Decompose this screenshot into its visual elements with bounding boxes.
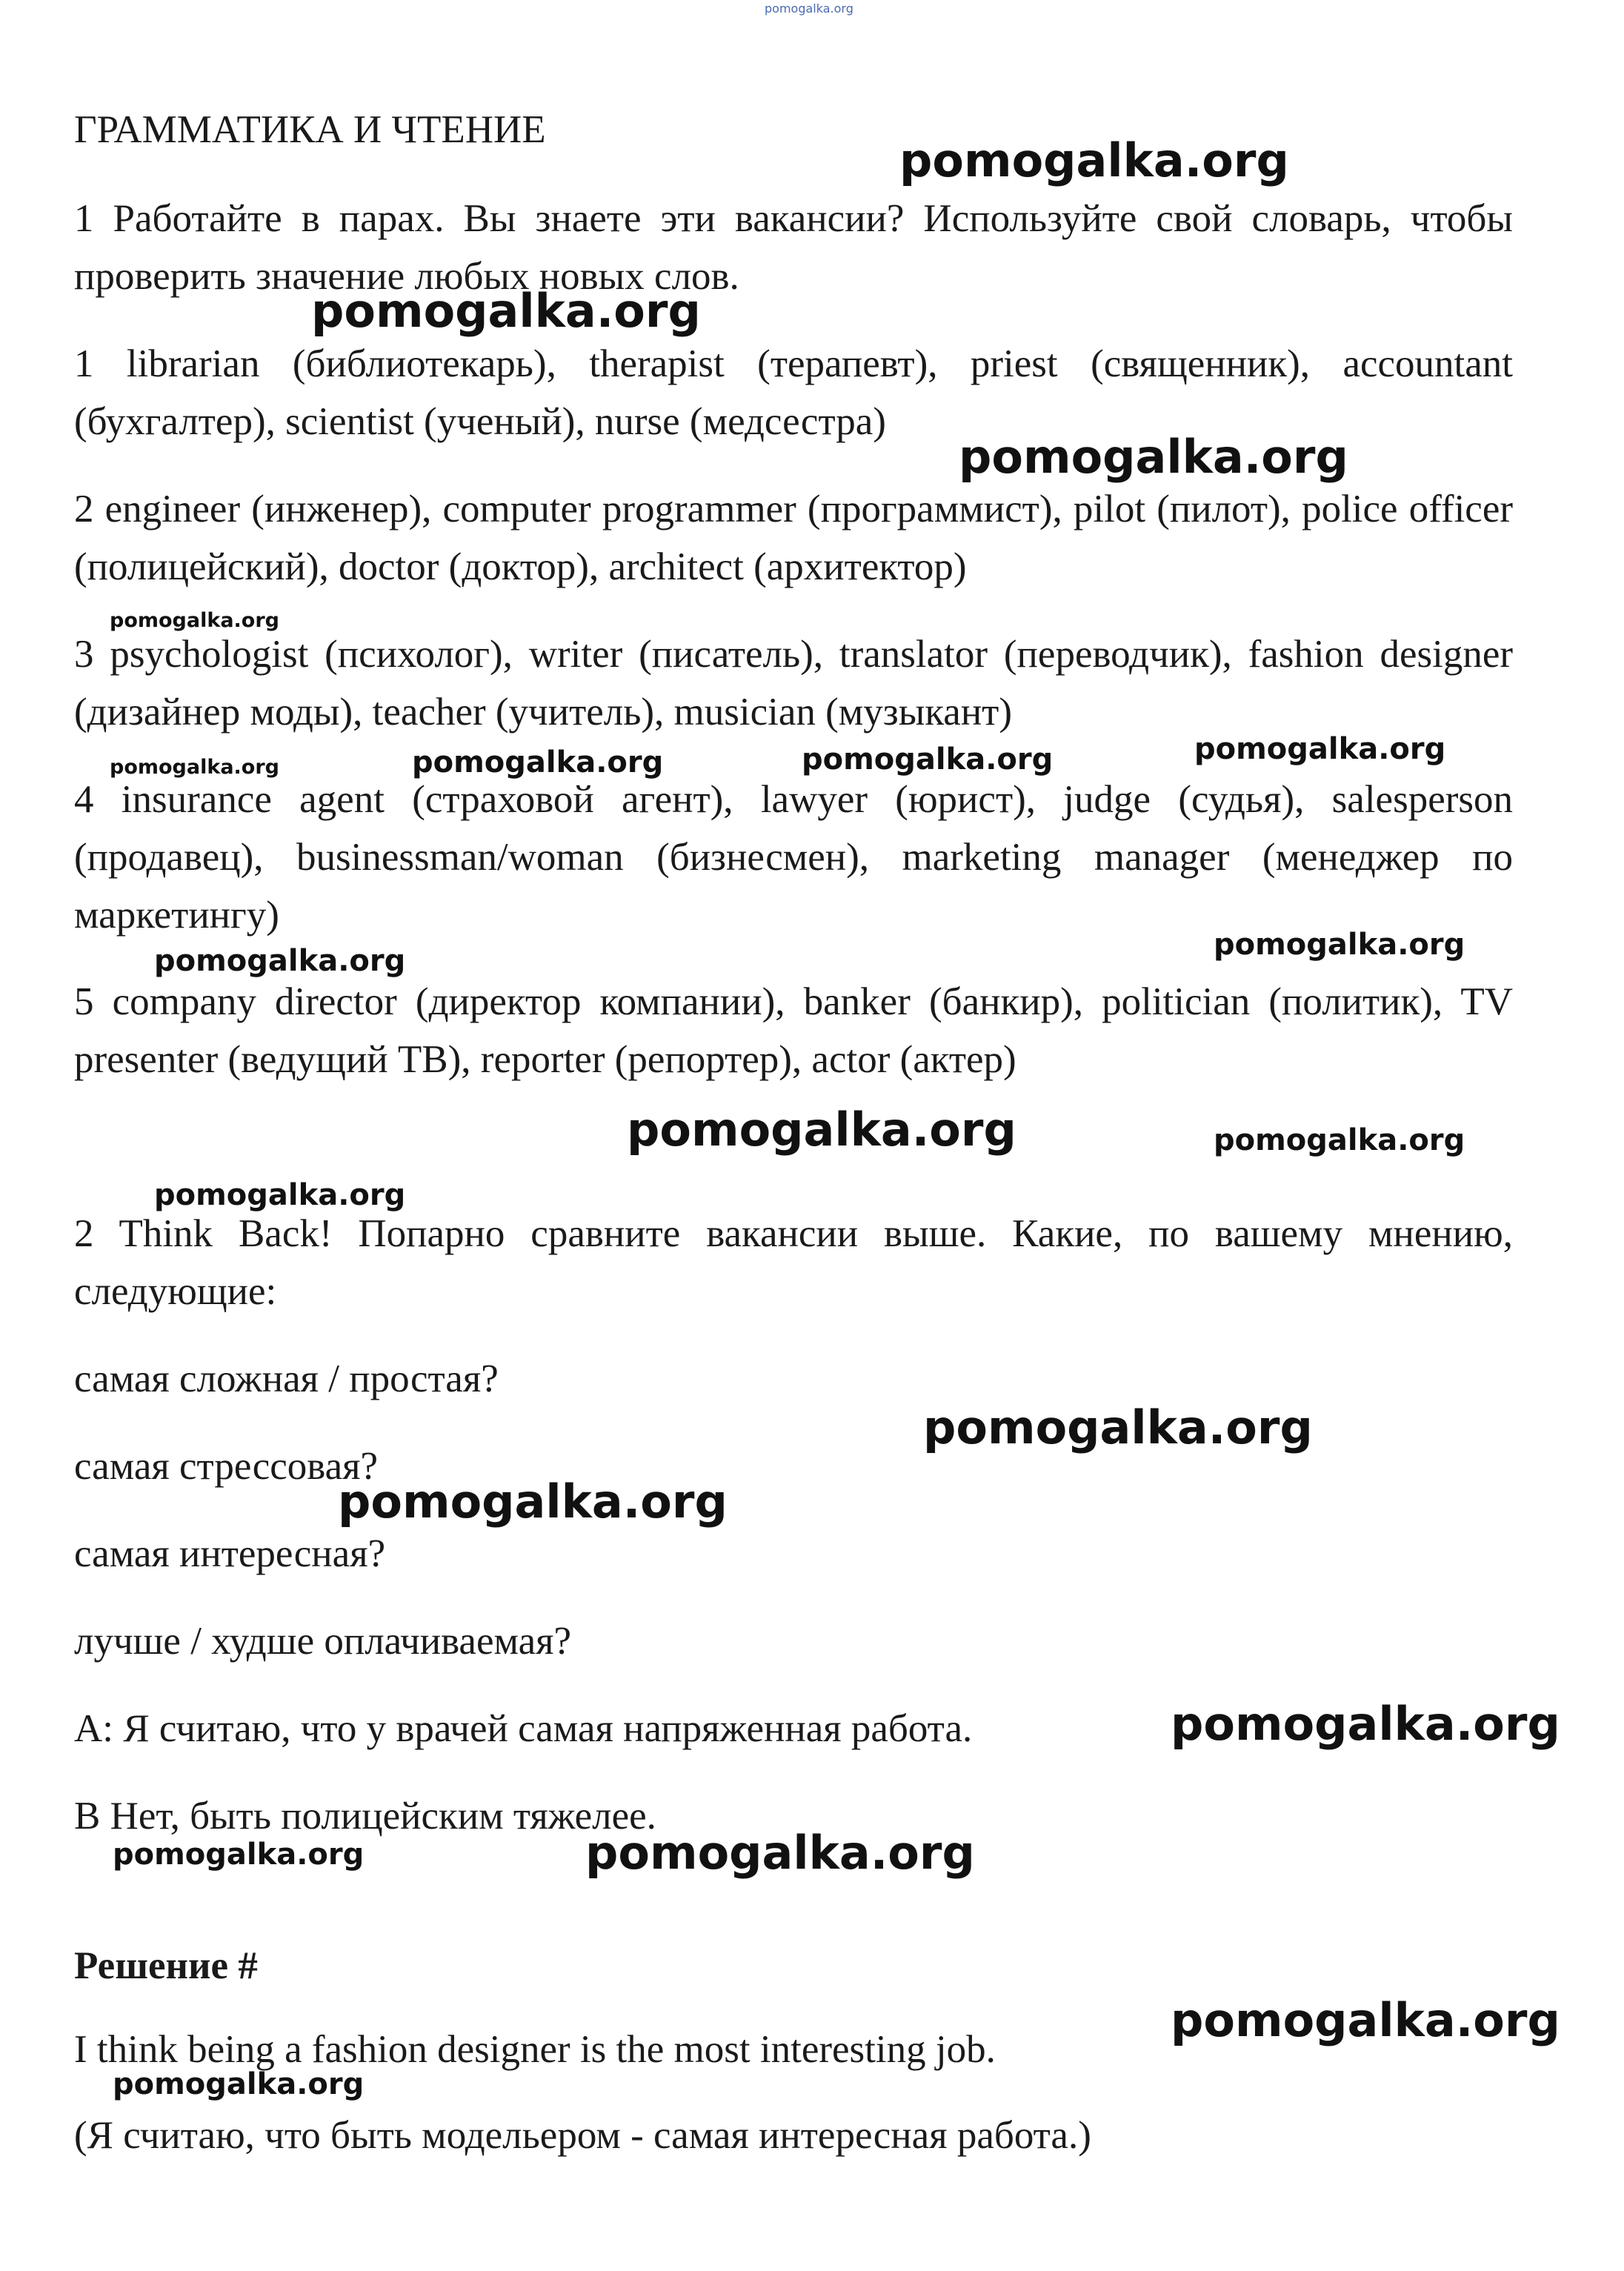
answer-russian: (Я считаю, что быть модельером - самая интересная работа.)	[74, 2114, 1091, 2157]
watermark: pomogalka.org	[1171, 1993, 1560, 2047]
section-heading: ГРАММАТИКА И ЧТЕНИЕ	[74, 108, 546, 151]
dialogue-line-b: B Нет, быть полицейским тяжелее.	[74, 1795, 656, 1838]
watermark: pomogalka.org	[585, 1826, 975, 1880]
watermark: pomogalka.org	[110, 609, 279, 632]
dialogue-line-a: A: Я считаю, что у врачей самая напряженная работа.	[74, 1707, 973, 1750]
watermark: pomogalka.org	[311, 284, 701, 338]
watermark: pomogalka.org	[959, 430, 1348, 484]
top-watermark: pomogalka.org	[765, 1, 853, 16]
answer-english: I think being a fashion designer is the most interesting job.	[74, 2028, 996, 2071]
vacancy-group-2: 2 engineer (инженер), computer programmer (программист), pilot (пилот), police officer (полицейский), doctor (доктор), architect (архитектор)	[74, 488, 1513, 588]
task-2-instruction: 2 Think Back! Попарно сравните вакансии выше. Какие, по вашему мнению, следующие:	[74, 1212, 1513, 1313]
question-item: самая стрессовая?	[74, 1445, 378, 1488]
vacancy-group-3: 3 psychologist (психолог), writer (писатель), translator (переводчик), fashion designer (дизайнер моды), teacher (учитель), musician (музыкант)	[74, 633, 1513, 734]
watermark: pomogalka.org	[802, 742, 1054, 777]
watermark: pomogalka.org	[923, 1400, 1313, 1454]
watermark: pomogalka.org	[1194, 732, 1446, 766]
watermark: pomogalka.org	[627, 1103, 1016, 1157]
watermark: pomogalka.org	[1214, 928, 1465, 962]
question-item: самая сложная / простая?	[74, 1357, 499, 1400]
watermark: pomogalka.org	[154, 1178, 406, 1212]
watermark: pomogalka.org	[110, 756, 279, 779]
watermark: pomogalka.org	[113, 2067, 365, 2101]
task-1-instruction: 1 Работайте в парах. Вы знаете эти вакансии? Используйте свой словарь, чтобы проверить значение любых новых слов.	[74, 197, 1513, 298]
watermark: pomogalka.org	[1214, 1123, 1465, 1157]
vacancy-group-5: 5 company director (директор компании), banker (банкир), politician (политик), TV presenter (ведущий ТВ), reporter (репортер), actor (актер)	[74, 980, 1513, 1081]
watermark: pomogalka.org	[113, 1838, 365, 1872]
watermark: pomogalka.org	[1171, 1697, 1560, 1751]
vacancy-group-4: 4 insurance agent (страховой агент), lawyer (юрист), judge (судья), salesperson (продавец), businessman/woman (бизнесмен), marketing manager (менеджер по маркетингу)	[74, 778, 1513, 937]
question-item: лучше / худше оплачиваемая?	[74, 1620, 572, 1663]
watermark: pomogalka.org	[899, 133, 1289, 187]
watermark: pomogalka.org	[338, 1474, 728, 1529]
watermark: pomogalka.org	[154, 944, 406, 978]
question-item: самая интересная?	[74, 1532, 386, 1575]
solution-title: Решение #	[74, 1944, 258, 1987]
vacancy-group-1: 1 librarian (библиотекарь), therapist (терапевт), priest (священник), accountant (бухгалтер), scientist (ученый), nurse (медсестра)	[74, 342, 1513, 443]
watermark: pomogalka.org	[412, 745, 664, 779]
